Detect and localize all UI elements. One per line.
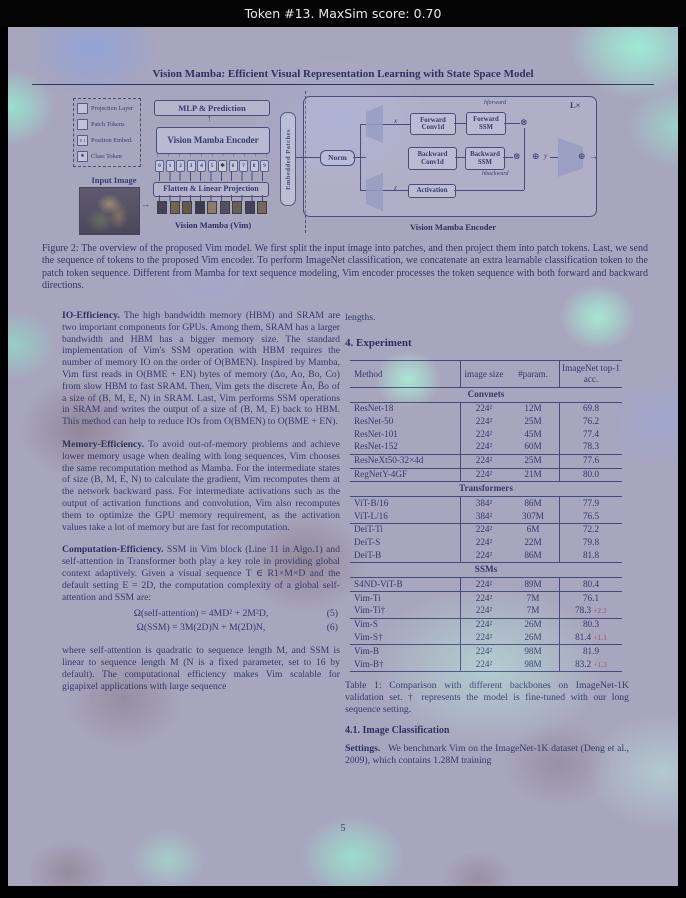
table-cell: 6M — [526, 524, 540, 535]
table-cell: 224² — [460, 550, 507, 563]
table-cell: ResNeXt50-32×4d — [354, 455, 424, 466]
table-cell: 224² — [460, 537, 507, 550]
token-arrows — [156, 153, 268, 159]
table-cell: 224² — [460, 524, 507, 537]
patch-strip — [157, 201, 267, 214]
table-cell: 224² — [460, 592, 507, 605]
image-patch — [257, 201, 267, 214]
table-cell: Vim-B — [354, 645, 379, 656]
table-cell — [559, 605, 622, 618]
table-cell: 21M — [524, 469, 542, 480]
table-cell: #param. — [518, 368, 548, 379]
table-row — [350, 619, 622, 632]
up-arrow-icon: ↑ — [243, 153, 247, 159]
table-group-header: Convnets — [467, 388, 505, 399]
page-number: 5 — [340, 823, 346, 834]
table-caption: Table 1: Comparison with different backbones on ImageNet-1K validation set. † represents the model is fine-tuned with our long sequence setting. — [345, 679, 629, 715]
norm-box: Norm — [320, 150, 355, 166]
figure-right-caption: Vision Mamba Encoder — [409, 222, 497, 232]
h-forward-label: hforward — [484, 100, 507, 106]
add-icon: ⊕ — [532, 151, 540, 161]
accuracy-delta: +1.1 — [593, 633, 607, 643]
table-row — [350, 469, 622, 482]
patch-tokens-swatch — [77, 119, 88, 130]
table-cell: 224² — [460, 415, 507, 428]
settings-paragraph — [345, 743, 629, 767]
table-cell — [559, 658, 622, 671]
equation-6 — [62, 621, 340, 635]
table-cell — [559, 403, 622, 416]
equations-block — [62, 607, 340, 635]
subsection-heading: 4.1. Image Classification — [345, 725, 450, 737]
patch-token: 0 — [155, 160, 164, 172]
settings-text: We benchmark Vim on the ImageNet-1K dataset (Deng et al., 2009), which contains 1.28M training — [345, 743, 629, 766]
figure-legend — [73, 98, 141, 167]
accuracy-value: 79.8 — [582, 537, 600, 548]
z-label: z — [394, 184, 397, 192]
accuracy-value: 76.5 — [582, 510, 600, 521]
table-cell: DeiT-S — [354, 537, 381, 548]
table-cell: Vim-S† — [354, 632, 383, 643]
legend-label: Patch Tokens — [91, 121, 125, 129]
up-arrow-icon: ↑ — [264, 153, 268, 159]
fssm-out-line — [504, 123, 520, 124]
table-row — [350, 415, 622, 428]
image-to-patch-arrow-icon: → — [141, 199, 150, 209]
io-efficiency-text: The high bandwidth memory (HBM) and SRAM are two important components for GPUs. Among them, SRAM has a larger bandwidth and HBM has a bigger memory size. The standard implementation of Vim's SSM operation with HBM requires the number of memory IO on the order of O(BMEN). Inspired by Mamba, Vim first reads in O(BME + EN) bytes of memory (Δo, Ao, Bo, Co) from slow HBM to fast SRAM. Then, Vim gets the discrete Āo, B̄o of a size of (B, M, E, N) in SRAM. Last, Vim performs SSM operations in SRAM and writes the output of a size of (B, M, E) back to HBM. This method can help to reduce IOs from O(BMEN) to O(BME + EN). — [62, 310, 341, 428]
image-patch — [245, 201, 255, 214]
table-row — [350, 510, 622, 523]
legend-label: Projection Layer — [91, 105, 134, 113]
figure-caption: Figure 2: The overview of the proposed Vim model. We first split the input image into patches, and then project them into patch tokens. Last, we send the sequence of tokens to the proposed Vim encoder. To perform ImageNet classification, we concatenate an extra learnable classification token to the patch token sequence. Different from Mamba for text sequence modeling, Vim encoder processes the token sequence with both forward and backward directions. — [42, 243, 648, 291]
table-cell: ResNet-18 — [354, 403, 394, 414]
table-cell: 86M — [524, 550, 542, 561]
table-cell: 224² — [460, 469, 507, 482]
legend-item — [77, 119, 137, 130]
table-cell: 224² — [460, 645, 507, 658]
accuracy-value: 77.9 — [582, 497, 600, 508]
section-heading: 4. Experiment — [345, 336, 412, 349]
table-cell: 224² — [460, 658, 507, 671]
legend-item — [77, 103, 137, 114]
table-cell: 12M — [524, 403, 542, 414]
residual-add-icon: ⊕ — [578, 151, 586, 161]
forward-conv1d-box: Forward Conv1d — [410, 113, 456, 135]
table-cell: 307M — [522, 510, 544, 521]
equation-6-number: (6) — [326, 622, 338, 634]
table-row — [350, 403, 622, 416]
table-cell — [559, 645, 622, 658]
table-row — [350, 537, 622, 550]
accuracy-delta: +2.2 — [593, 606, 607, 616]
legend-label: Position Embed. — [91, 136, 133, 144]
accuracy-value: 69.8 — [582, 403, 600, 414]
accuracy-value: 77.6 — [582, 455, 600, 466]
table-cell — [559, 441, 622, 454]
table-cell — [559, 497, 622, 510]
legend-item — [77, 151, 137, 162]
activation-out-line — [454, 190, 524, 191]
up-arrow-icon: ↑ — [177, 153, 181, 159]
y-label: y — [544, 152, 548, 160]
table-cell: 224² — [460, 455, 507, 468]
table-cell: 98M — [524, 658, 542, 669]
up-arrow-icon: ↑ — [166, 153, 170, 159]
backward-conv1d-box: Backward Conv1d — [408, 147, 457, 170]
left-column — [62, 310, 340, 704]
table-cell: 26M — [524, 632, 542, 643]
memory-efficiency-text: To avoid out-of-memory problems and achieve lower memory usage when dealing with long sequences, Vim chooses the same recomputation method as Mamba. For the intermediate states of size (B, M, E, N) to calculate the gradient, Vim recomputes them at the network backward pass. For intermediate activations such as the output of activation functions and convolution, Vim also recomputes them to optimize the GPU memory requirement, as the activation values take a lot of memory but are fast for recomputation. — [62, 438, 340, 533]
input-image-label: Input Image — [91, 175, 137, 185]
patch-token: 9 — [260, 160, 269, 172]
table-cell: 26M — [524, 619, 542, 630]
table-cell: 224² — [460, 428, 507, 441]
table-cell — [559, 428, 622, 441]
up-arrow-icon: ↑ — [188, 153, 192, 159]
table-cell: 89M — [524, 578, 542, 589]
bconv-bssm-line — [455, 157, 465, 158]
up-arrow-icon: ↑ — [221, 153, 225, 159]
table-cell: ResNet-50 — [354, 415, 394, 426]
accuracy-value: 77.4 — [582, 428, 600, 439]
table-cell: ImageNet top-1 acc. — [559, 361, 622, 387]
table-row — [350, 497, 622, 510]
patch-token: 8 — [250, 160, 259, 172]
table-cell — [559, 632, 622, 645]
fconv-fssm-line — [454, 123, 466, 124]
layers-times-label: L× — [570, 100, 581, 110]
table-cell: ViT-B/16 — [354, 497, 389, 508]
table-cell: 7M — [526, 592, 540, 603]
table-row — [350, 578, 622, 591]
table-cell: 98M — [524, 645, 542, 656]
table-cell: Vim-Ti† — [354, 605, 386, 616]
image-patch — [220, 201, 230, 214]
computation-efficiency-text: SSM in Vim block (Line 11 in Algo.1) and self-attention in Transformer both play a key role in providing global context adaptively. Given a visual sequence T ∈ R1×M×D and the default setting E = 2D, the computation complexity of a global self-attention and SSM are: — [62, 544, 340, 603]
up-arrow-icon: ↑ — [254, 153, 258, 159]
accuracy-value: 80.0 — [582, 469, 600, 480]
class-token-swatch: ✱ — [77, 151, 88, 162]
table-cell — [559, 550, 622, 563]
patch-token: 4 — [197, 160, 206, 172]
mlp-prediction-box: MLP & Prediction — [154, 100, 270, 116]
table-cell: image size — [460, 361, 507, 387]
table-cell — [559, 619, 622, 632]
accuracy-value: 76.1 — [582, 592, 600, 603]
table-cell — [559, 578, 622, 591]
table-cell: 224² — [460, 619, 507, 632]
image-patch — [157, 201, 167, 214]
computation-efficiency-paragraph — [62, 544, 340, 603]
table-cell — [559, 510, 622, 523]
accuracy-value: 80.3 — [582, 619, 600, 630]
table-row — [350, 632, 622, 645]
settings-head: Settings. — [345, 743, 381, 755]
up-arrow-icon: ↑ — [199, 153, 203, 159]
up-arrow-icon: ↑ — [156, 153, 159, 159]
flatten-token-lines — [159, 172, 269, 181]
accuracy-value: 80.4 — [582, 578, 600, 589]
y-out-line — [550, 157, 558, 158]
patch-token: 3 — [187, 160, 196, 172]
figure-left-caption: Vision Mamba (Vim) — [174, 220, 252, 230]
table-cell: 25M — [524, 455, 542, 466]
branch-line — [360, 124, 361, 190]
accuracy-value: 81.9 — [582, 645, 600, 656]
table-cell: DeiT-B — [354, 550, 382, 561]
embedded-patches-pill — [280, 112, 296, 206]
output-arrow-icon: → — [589, 151, 598, 161]
equation-5 — [62, 607, 340, 621]
accuracy-value: 72.2 — [582, 524, 600, 535]
table-cell: 45M — [524, 428, 542, 439]
table-cell: ViT-L/16 — [354, 510, 388, 521]
patch-token: 1 — [166, 160, 175, 172]
table-cell: RegNetY-4GF — [354, 469, 408, 480]
image-patch — [182, 201, 192, 214]
tail-paragraph: where self-attention is quadratic to sequence length M, and SSM is linear to sequence length M (N is a fixed parameter, set to 16 by default). The computational efficiency makes Vim scalable for gigapixel applications with large sequence — [62, 645, 340, 692]
table-row — [350, 455, 622, 468]
forward-multiply-icon: ⊗ — [520, 117, 528, 127]
table-cell: DeiT-Ti — [354, 524, 383, 535]
equation-6-body: Ω(SSM) = 3M(2D)N + M(2D)N, — [136, 622, 266, 634]
position-embed-swatch: 0 1 — [77, 135, 88, 146]
table-group-header: SSMs — [474, 564, 498, 575]
table-cell: 224² — [460, 441, 507, 454]
table-cell: 7M — [526, 605, 540, 616]
memory-efficiency-head: Memory-Efficiency. — [62, 438, 145, 450]
up-arrow-icon: ↑ — [232, 153, 236, 159]
table-cell: 224² — [460, 605, 507, 618]
table-header-row — [350, 361, 622, 387]
computation-efficiency-head: Computation-Efficiency. — [62, 544, 164, 556]
patch-token: 5 — [208, 160, 217, 172]
io-efficiency-paragraph — [62, 310, 340, 428]
patch-token: 2 — [176, 160, 185, 172]
table-cell — [559, 537, 622, 550]
patch-token: 7 — [239, 160, 248, 172]
table-cell: 224² — [460, 403, 507, 416]
table-cell: Vim-B† — [354, 658, 384, 669]
x-label: x — [394, 117, 398, 125]
paper-page — [8, 27, 678, 886]
image-patch — [232, 201, 242, 214]
table-cell: S4ND-ViT-B — [354, 578, 403, 589]
embedded-patches-label: Embedded Patches — [284, 128, 292, 190]
equation-5-body: Ω(self-attention) = 4MD² + 2M²D, — [133, 608, 269, 620]
backward-multiply-icon: ⊗ — [513, 151, 521, 161]
activation-box: Activation — [408, 184, 456, 198]
table-cell — [559, 469, 622, 482]
accuracy-value: 83.2 — [575, 658, 592, 669]
accuracy-value: 78.3 — [575, 605, 592, 616]
table-cell: 22M — [524, 537, 542, 548]
table-row — [350, 524, 622, 537]
up-arrow-icon: ↑ — [210, 153, 214, 159]
backward-ssm-box: Backward SSM — [465, 147, 505, 170]
carryover-text: lengths. — [345, 312, 376, 323]
table-cell: 384² — [460, 497, 507, 510]
forward-ssm-box: Forward SSM — [466, 112, 506, 135]
table-cell: 384² — [460, 510, 507, 523]
table-row — [350, 658, 622, 671]
table-cell: Method — [354, 368, 383, 379]
accuracy-value: 76.2 — [582, 415, 600, 426]
bssm-out-line — [503, 157, 513, 158]
table-cell: 60M — [524, 441, 542, 452]
table-row — [350, 428, 622, 441]
right-column — [345, 312, 629, 778]
table-row — [350, 605, 622, 618]
equation-5-number: (5) — [326, 608, 338, 620]
paper-title: Vision Mamba: Efficient Visual Representation Learning with State Space Model — [152, 68, 534, 80]
title-rule — [32, 84, 654, 85]
accuracy-value: 78.3 — [582, 441, 600, 452]
table-row — [350, 441, 622, 454]
gate-line — [524, 128, 525, 190]
table-group-header: Transformers — [459, 483, 513, 494]
table-cell: 224² — [460, 578, 507, 591]
table-cell: ResNet-152 — [354, 441, 398, 452]
legend-label: Class Token — [91, 152, 122, 160]
table-rule — [350, 671, 622, 672]
token-row — [155, 160, 269, 172]
accuracy-value: 81.8 — [582, 550, 600, 561]
image-patch — [207, 201, 217, 214]
table-cell: 224² — [460, 632, 507, 645]
table-row — [350, 645, 622, 658]
flatten-projection-box: Flatten & Linear Projection — [153, 182, 269, 197]
table-cell — [559, 415, 622, 428]
input-image — [79, 187, 140, 235]
accuracy-delta: +1.3 — [593, 659, 607, 669]
image-patch — [170, 201, 180, 214]
memory-efficiency-paragraph — [62, 439, 340, 533]
input-line — [296, 157, 320, 158]
table-cell — [559, 524, 622, 537]
io-efficiency-head: IO-Efficiency. — [62, 310, 120, 321]
page-content — [8, 27, 678, 886]
class-token: ✱ — [218, 160, 227, 172]
table-cell: Vim-Ti — [354, 592, 381, 603]
table-row — [350, 592, 622, 605]
titlebar-text: Token #13. MaxSim score: 0.70 — [244, 6, 442, 21]
table-cell: 25M — [524, 415, 542, 426]
legend-item — [77, 135, 137, 146]
patch-token: 6 — [229, 160, 238, 172]
h-backward-label: hbackward — [482, 171, 509, 177]
projection-layer-swatch — [77, 103, 88, 114]
table-cell: 86M — [524, 497, 542, 508]
results-table — [350, 360, 622, 672]
table-cell: ResNet-101 — [354, 428, 398, 439]
table-row — [350, 550, 622, 563]
table-cell — [559, 455, 622, 468]
image-patch — [195, 201, 205, 214]
table-cell: Vim-S — [354, 619, 378, 630]
accuracy-value: 81.4 — [575, 632, 592, 643]
table-cell — [559, 592, 622, 605]
up-arrow-icon: ↑ — [207, 113, 212, 123]
titlebar — [0, 0, 686, 27]
vision-mamba-encoder-box: Vision Mamba Encoder — [156, 127, 270, 154]
